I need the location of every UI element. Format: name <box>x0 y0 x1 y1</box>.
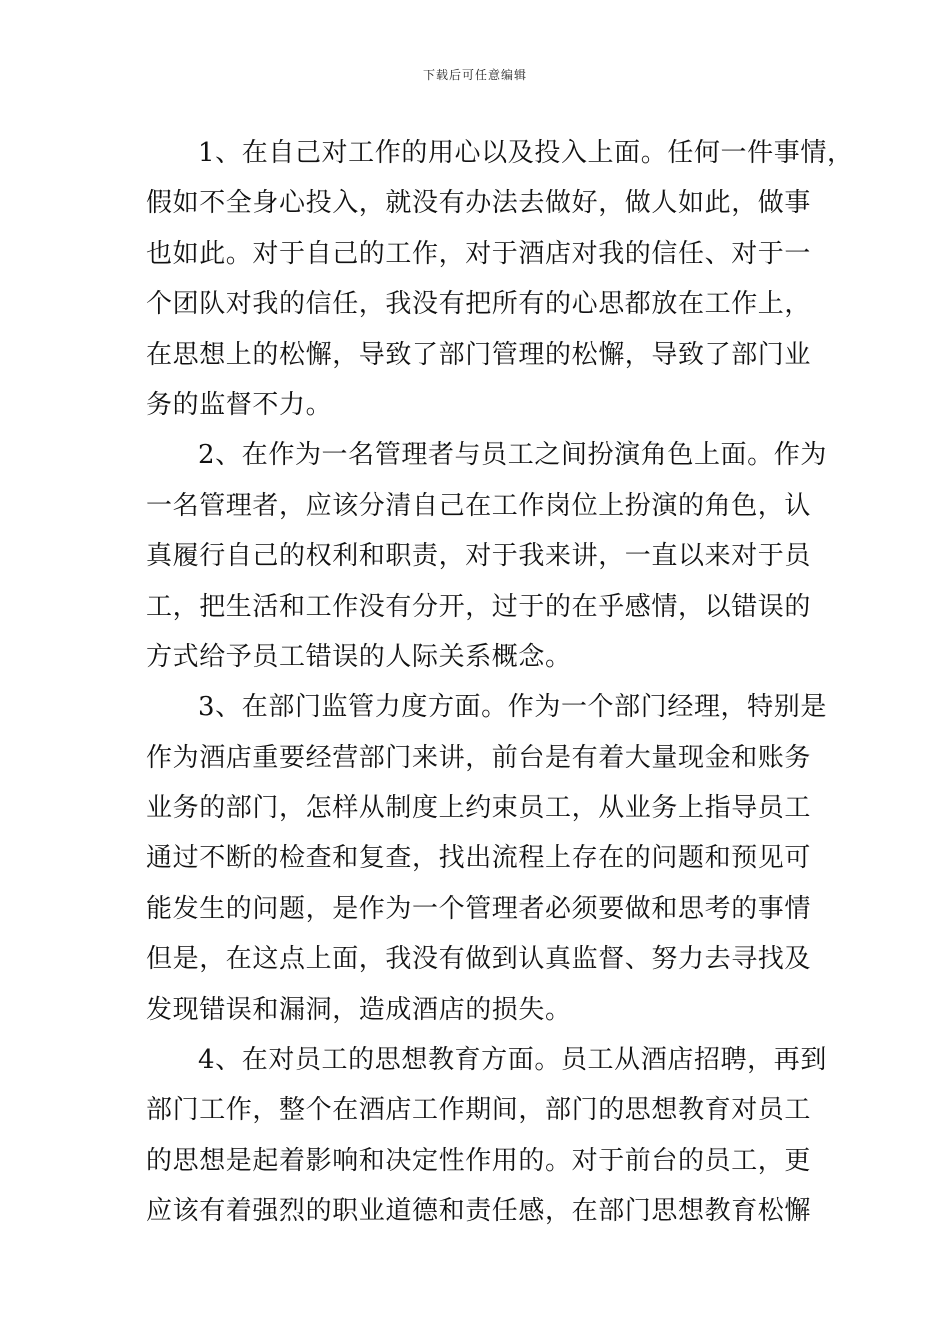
text-line: 发现错误和漏洞，造成酒店的损失。 <box>146 994 572 1025</box>
text-line: 个团队对我的信任，我没有把所有的心思都放在工作上， <box>146 289 812 320</box>
text-line: 部门工作，整个在酒店工作期间，部门的思想教育对员工 <box>146 1095 812 1126</box>
text-line: 1、在自己对工作的用心以及投入上面。任何一件事情， <box>198 138 854 168</box>
text-line: 4、在对员工的思想教育方面。员工从酒店招聘，再到 <box>198 1045 827 1076</box>
text-line: 假如不全身心投入，就没有办法去做好，做人如此，做事 <box>146 188 812 219</box>
text-line: 一名管理者，应该分清自己在工作岗位上扮演的角色，认 <box>146 490 812 521</box>
document-body <box>146 128 854 1237</box>
text-line: 在思想上的松懈，导致了部门管理的松懈，导致了部门业 <box>146 339 812 370</box>
text-line: 2、在作为一名管理者与员工之间扮演角色上面。作为 <box>198 440 827 471</box>
text-line: 方式给予员工错误的人际关系概念。 <box>146 641 572 672</box>
text-line: 也如此。对于自己的工作，对于酒店对我的信任、对于一 <box>146 238 812 269</box>
text-line: 工，把生活和工作没有分开，过于的在乎感情，以错误的 <box>146 591 812 622</box>
text-line: 务的监督不力。 <box>146 389 333 420</box>
text-line: 通过不断的检查和复查，找出流程上存在的问题和预见可 <box>146 843 812 874</box>
text-line: 业务的部门，怎样从制度上约束员工，从业务上指导员工 <box>146 793 812 824</box>
page-header-note: 下载后可任意编辑 <box>422 68 527 82</box>
text-line: 但是，在这点上面，我没有做到认真监督、努力去寻找及 <box>146 944 812 975</box>
text-line: 作为酒店重要经营部门来讲，前台是有着大量现金和账务 <box>146 742 812 773</box>
text-line: 的思想是起着影响和决定性作用的。对于前台的员工，更 <box>146 1145 812 1176</box>
text-line: 应该有着强烈的职业道德和责任感，在部门思想教育松懈 <box>146 1196 812 1227</box>
text-line: 能发生的问题，是作为一个管理者必须要做和思考的事情 <box>146 893 812 924</box>
text-line: 真履行自己的权利和职责，对于我来讲，一直以来对于员 <box>146 541 812 572</box>
text-line: 3、在部门监管力度方面。作为一个部门经理，特别是 <box>198 692 827 723</box>
